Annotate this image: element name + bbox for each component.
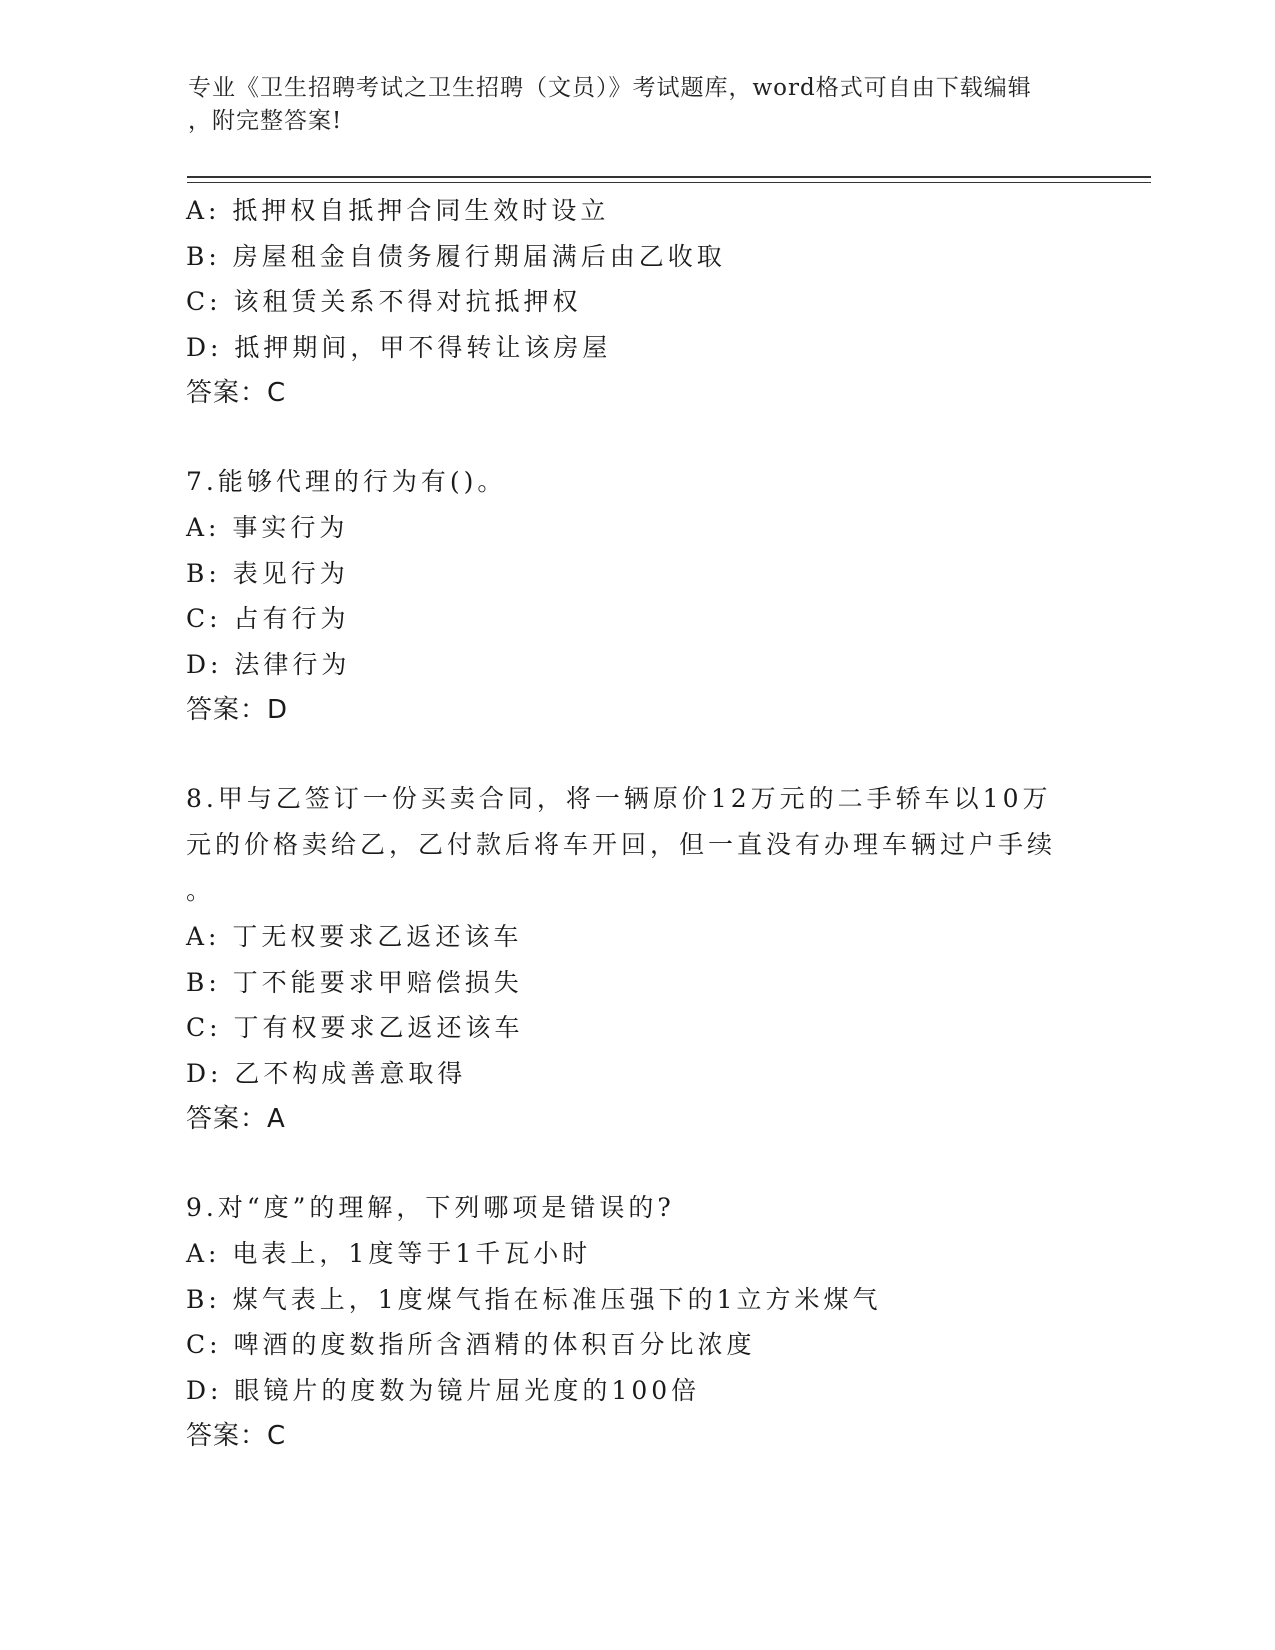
header-divider-thin [187, 182, 1151, 183]
question-6 [186, 188, 1086, 416]
question-8 [186, 776, 1086, 1142]
question-list [186, 188, 1086, 1459]
option-b: B: 表见行为 [186, 558, 349, 588]
answer-line: 答案：C [186, 1421, 287, 1451]
option-a: A: 丁无权要求乙返还该车 [186, 922, 523, 951]
document-header [188, 72, 1068, 138]
question-stem-line-3: 。 [186, 876, 216, 905]
option-d: D: 法律行为 [186, 649, 351, 679]
option-d: D: 抵押期间，甲不得转让该房屋 [186, 332, 612, 362]
question-stem-line-2: 元的价格卖给乙，乙付款后将车开回，但一直没有办理车辆过户手续 [186, 830, 1057, 859]
spacer [186, 416, 1086, 459]
header-line-2: ，附完整答案! [188, 108, 343, 134]
question-stem-line-1: 8.甲与乙签订一份买卖合同，将一辆原价12万元的二手轿车以10万 [186, 784, 1052, 813]
option-c: C: 啤酒的度数指所含酒精的体积百分比浓度 [186, 1330, 756, 1359]
header-divider [187, 176, 1151, 178]
question-9 [186, 1185, 1086, 1459]
option-d: D: 乙不构成善意取得 [186, 1058, 467, 1088]
question-stem: 9.对“度”的理解，下列哪项是错误的? [186, 1193, 675, 1222]
spacer [186, 1142, 1086, 1185]
option-d: D: 眼镜片的度数为镜片屈光度的100倍 [186, 1375, 701, 1405]
option-c: C: 该租赁关系不得对抗抵押权 [186, 287, 582, 316]
spacer [186, 733, 1086, 776]
question-7 [186, 459, 1086, 733]
option-c: C: 占有行为 [186, 604, 350, 633]
option-a: A: 抵押权自抵押合同生效时设立 [186, 196, 610, 225]
option-a: A: 电表上，1度等于1千瓦小时 [186, 1239, 592, 1268]
answer-line: 答案：D [186, 695, 289, 725]
option-a: A: 事实行为 [186, 513, 349, 542]
option-b: B: 房屋租金自债务履行期届满后由乙收取 [186, 241, 726, 271]
header-line-1: 专业《卫生招聘考试之卫生招聘（文员）》考试题库，word格式可自由下载编辑 [188, 75, 1032, 101]
answer-line: 答案：C [186, 378, 287, 408]
question-stem: 7.能够代理的行为有()。 [186, 467, 507, 496]
answer-line: 答案：A [186, 1104, 286, 1134]
option-b: B: 煤气表上，1度煤气指在标准压强下的1立方米煤气 [186, 1284, 882, 1314]
option-b: B: 丁不能要求甲赔偿损失 [186, 967, 523, 997]
option-c: C: 丁有权要求乙返还该车 [186, 1013, 524, 1042]
